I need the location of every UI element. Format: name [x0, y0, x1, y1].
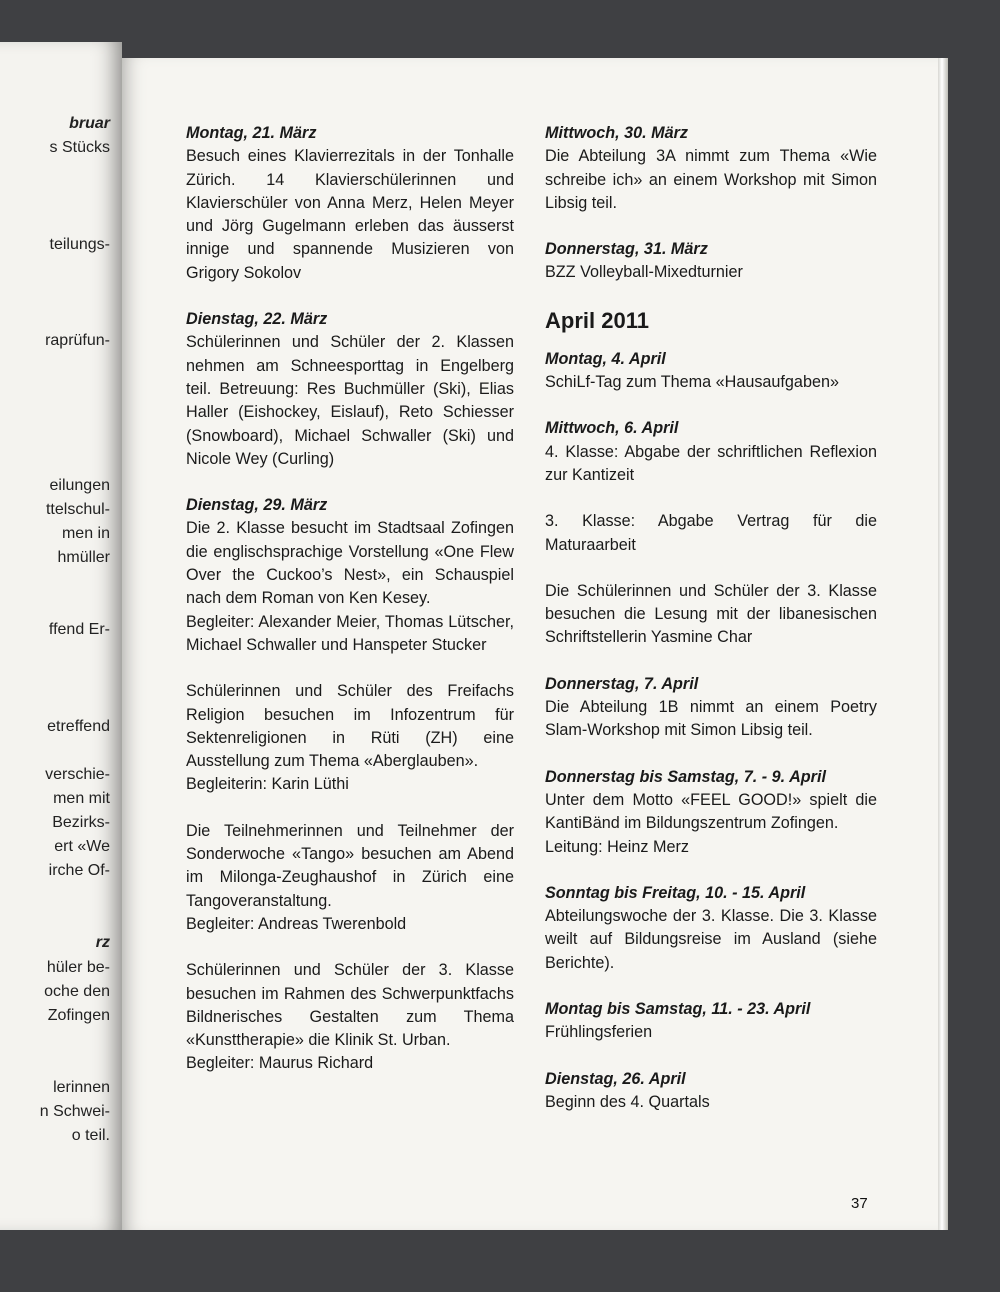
left-page-text-fragment: eilungen — [49, 476, 110, 494]
left-page-edge — [0, 42, 122, 1230]
calendar-entry — [545, 882, 877, 975]
left-page-text-fragment: irche Of- — [48, 862, 110, 880]
calendar-entry — [545, 580, 877, 650]
entry-text: Begleiter: Andreas Twerenbold — [186, 914, 407, 933]
calendar-entry — [186, 122, 514, 285]
left-page-text-fragment: o teil. — [71, 1127, 110, 1145]
column-left — [186, 122, 514, 1099]
left-page-text-fragment: verschie- — [45, 765, 110, 783]
entry-text: Die Abteilung 3A nimmt zum Thema «Wie schreibe ich» an einem Workshop mit Simon Libsig teil. — [545, 147, 877, 212]
left-page-text-fragment: oche den — [44, 982, 110, 1000]
calendar-entry — [545, 673, 877, 743]
entry-text: Schülerinnen und Schüler der 2. Klassen nehmen am Schneesporttag in Engelberg teil. Betreuung: Res Buchmüller (Ski), Elias Haller (Eishockey, Eislauf), Reto Schiesser (Snowboard), Michael Schwaller (Ski) und Nicole Wey (Curling) — [186, 333, 514, 468]
entry-date-heading: Dienstag, 29. März — [186, 496, 328, 515]
left-page-text-fragment: hmüller — [57, 548, 110, 566]
calendar-entry — [545, 1068, 877, 1115]
calendar-entry — [545, 238, 877, 285]
entry-text: Besuch eines Klavierrezitals in der Tonhalle Zürich. 14 Klavierschülerinnen und Klavierschüler von Anna Merz, Helen Meyer und Jörg Gugelmann erleben das äusserst innige und spannende Musizieren von Grigory Sokolov — [186, 147, 514, 282]
calendar-entry — [186, 680, 514, 796]
page-edge — [938, 58, 948, 1230]
calendar-entry — [186, 959, 514, 1075]
left-page-text-fragment: bruar — [69, 115, 110, 132]
calendar-entry — [545, 998, 877, 1045]
entry-text: 3. Klasse: Abgabe Vertrag für die Maturaarbeit — [545, 512, 877, 554]
left-page-text-fragment: Zofingen — [47, 1006, 110, 1024]
left-page-text-fragment: etreffend — [47, 717, 110, 735]
left-page-text-fragment: lerinnen — [53, 1079, 110, 1096]
entry-date-heading: Donnerstag, 7. April — [545, 674, 699, 693]
calendar-entry — [186, 308, 514, 471]
entry-text: Die Schülerinnen und Schüler der 3. Klasse besuchen die Lesung mit der libanesischen Schriftstellerin Yasmine Char — [545, 581, 877, 647]
entry-date-heading: Montag bis Samstag, 11. - 23. April — [545, 1000, 811, 1019]
entry-text: Die 2. Klasse besucht im Stadtsaal Zofingen die englischsprachige Vorstellung «One Flew Over the Cuckoo’s Nest», ein Schauspiel nach dem Roman von Ken Kesey. — [186, 519, 514, 608]
entry-text: 4. Klasse: Abgabe der schriftlichen Reflexion zur Kantizeit — [545, 442, 877, 484]
entry-date-heading: Donnerstag bis Samstag, 7. - 9. April — [545, 767, 826, 786]
entry-date-heading: Dienstag, 22. März — [186, 310, 328, 329]
entry-text: SchiLf-Tag zum Thema «Hausaufgaben» — [545, 373, 839, 392]
entry-text: Leitung: Heinz Merz — [545, 837, 689, 856]
calendar-entry — [545, 122, 877, 215]
entry-text: Schülerinnen und Schüler des Freifachs Religion besuchen im Infozentrum für Sektenreligionen in Rüti (ZH) eine Ausstellung zum Thema «Aberglauben». — [186, 682, 514, 771]
left-page-text-fragment: ert «We — [54, 838, 110, 855]
left-page-text-fragment: raprüfun- — [45, 331, 110, 349]
calendar-entry — [186, 494, 514, 657]
entry-text: BZZ Volleyball-Mixedturnier — [545, 263, 743, 282]
calendar-entry — [545, 766, 877, 859]
entry-date-heading: Dienstag, 26. April — [545, 1069, 686, 1088]
entry-text: Die Teilnehmerinnen und Teilnehmer der Sonderwoche «Tango» besuchen am Abend im Milonga-Zeughaushof in Zürich eine Tangoveranstaltung. — [186, 821, 514, 910]
entry-text: Frühlingsferien — [545, 1023, 653, 1042]
left-page-text-fragment: rz — [95, 934, 110, 952]
left-page-text-fragment: men in — [61, 524, 110, 542]
left-page-text-fragment: men mit — [53, 789, 110, 807]
left-page-text-fragment: Bezirks- — [52, 813, 110, 831]
entry-text: Begleiterin: Karin Lüthi — [186, 775, 349, 794]
calendar-entry — [545, 510, 877, 557]
entry-text: Beginn des 4. Quartals — [545, 1092, 710, 1111]
entry-text: Begleiter: Maurus Richard — [186, 1054, 374, 1073]
page-number: 37 — [851, 1195, 868, 1212]
left-page-text-fragment: s Stücks — [49, 139, 110, 157]
entry-text: Begleiter: Alexander Meier, Thomas Lütscher, Michael Schwaller und Hanspeter Stucker — [186, 612, 514, 654]
entry-date-heading: Mittwoch, 30. März — [545, 124, 689, 142]
entry-date-heading: Montag, 4. April — [545, 349, 666, 368]
entry-text: Abteilungswoche der 3. Klasse. Die 3. Klasse weilt auf Bildungsreise im Ausland (siehe Berichte). — [545, 907, 877, 972]
left-page-text-fragment: ffend Er- — [48, 621, 110, 639]
month-heading: April 2011 — [545, 307, 649, 333]
left-page-text-fragment: teilungs- — [49, 235, 110, 253]
left-page-text-fragment: n Schwei- — [39, 1103, 110, 1121]
calendar-entry — [545, 417, 877, 487]
entry-text: Die Abteilung 1B nimmt an einem Poetry Slam-Workshop mit Simon Libsig teil. — [545, 698, 877, 740]
entry-text: Unter dem Motto «FEEL GOOD!» spielt die KantiBänd im Bildungszentrum Zofingen. — [545, 790, 877, 833]
calendar-entry — [186, 820, 514, 936]
entry-date-heading: Montag, 21. März — [186, 124, 317, 142]
entry-date-heading: Mittwoch, 6. April — [545, 419, 679, 438]
entry-text: Schülerinnen und Schüler der 3. Klasse besuchen im Rahmen des Schwerpunktfachs Bildnerisches Gestalten zum Thema «Kunsttherapie» die Klinik St. Urban. — [186, 961, 514, 1050]
left-page-text-fragment: hüler be- — [46, 958, 110, 976]
column-right — [545, 122, 877, 1137]
entry-date-heading: Sonntag bis Freitag, 10. - 15. April — [545, 883, 806, 902]
left-page-text-fragment: ttelschul- — [45, 500, 110, 518]
entry-date-heading: Donnerstag, 31. März — [545, 240, 708, 259]
calendar-entry — [545, 348, 877, 395]
